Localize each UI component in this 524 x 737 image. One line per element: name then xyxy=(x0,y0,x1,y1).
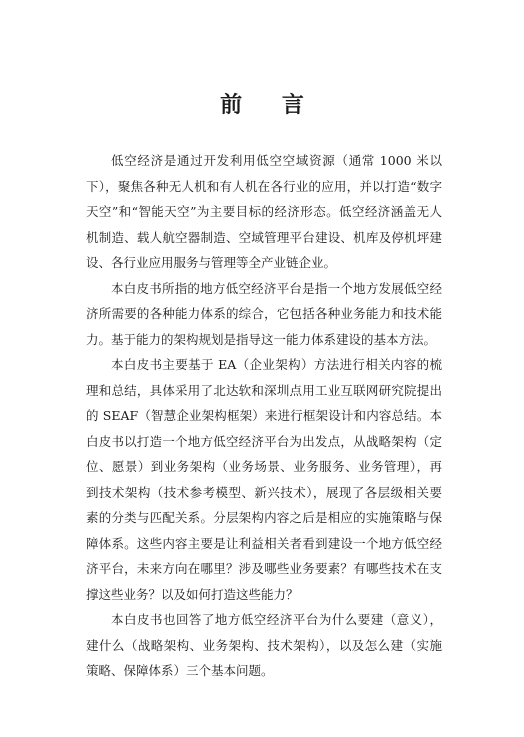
paragraph-methodology: 本白皮书主要基于 EA（企业架构）方法进行相关内容的梳理和总结，具体采用了北达软和深圳点用工业互联网研究院提出的 SEAF（智慧企业架构框架）来进行框架设计和内容总结。本白皮书以打造一个地方低空经济平台为出发点，从战略架构（定位、愿景）到业务架构（业务场景、业务服务、业务管理），再到技术架构（技术参考模型、新兴技术），展现了各层级相关要素的分类与匹配关系。分层架构内容之后是相应的实施策略与保障体系。这些内容主要是让利益相关者看到建设一个地方低空经济平台，未来方向在哪里？涉及哪些业务要素？有哪些技术在支撑这些业务？以及如何打造这些能力？ xyxy=(86,357,442,602)
page-title: 前 言 xyxy=(220,92,320,118)
paragraph-intro: 低空经济是通过开发利用低空空域资源（通常 1000 米以下），聚焦各种无人机和有人机在各行业的应用，并以打造“数字天空”和“智能天空”为主要目标的经济形态。低空经济涵盖无人机制造、载人航空器制造、空域管理平台建设、机库及停机坪建设、各行业应用服务与管理等全产业链企业。 xyxy=(86,153,442,270)
paragraph-summary: 本白皮书也回答了地方低空经济平台为什么要建（意义），建什么（战略架构、业务架构、技术架构），以及怎么建（实施策略、保障体系）三个基本问题。 xyxy=(86,612,442,678)
paragraph-platform-definition: 本白皮书所指的地方低空经济平台是指一个地方发展低空经济所需要的各种能力体系的综合，它包括各种业务能力和技术能力。基于能力的架构规划是指导这一能力体系建设的基本方法。 xyxy=(86,280,442,347)
body-text xyxy=(86,148,442,684)
